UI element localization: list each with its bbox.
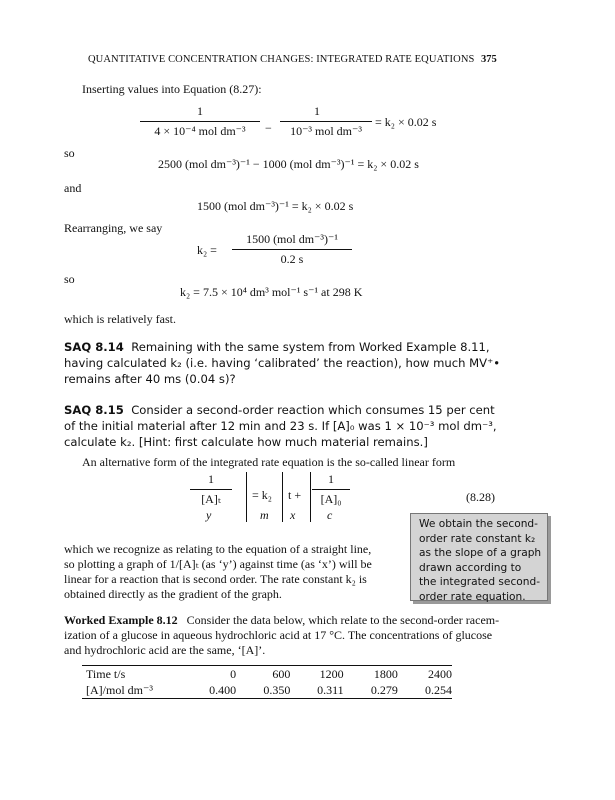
- eq828-t-plus: t +: [288, 488, 302, 502]
- worked-example-line2: ization of a glucose in aqueous hydrochloric acid at 17 °C. The concentrations of glucose: [64, 628, 493, 642]
- running-header: QUANTITATIVE CONCENTRATION CHANGES: INTEGRATED RATE EQUATIONS: [88, 54, 475, 65]
- worked-example-text1: Consider the data below, which relate to the second-order racem-: [186, 613, 500, 627]
- rearranging-text: Rearranging, we say: [64, 221, 163, 235]
- intro-text: Inserting values into Equation (8.27):: [82, 82, 262, 96]
- table-cell: 1800: [344, 666, 398, 683]
- equation-number: (8.28): [466, 490, 495, 504]
- saq-8-15-line3: calculate k₂. [Hint: first calculate how much material remains.]: [64, 435, 428, 449]
- eq1-rhs: = k₂ × 0.02 s: [375, 115, 437, 129]
- separator-line: [310, 472, 311, 522]
- label-y: y: [206, 508, 212, 522]
- table-cell: 0: [182, 666, 236, 683]
- fraction-bar: [140, 121, 260, 122]
- eq4-lhs: k₂ =: [197, 243, 217, 257]
- eq4-num: 1500 (mol dm⁻³)⁻¹: [246, 232, 338, 246]
- margin-note-line: order rate equation.: [419, 590, 526, 603]
- relatively-fast-text: which is relatively fast.: [64, 312, 176, 326]
- eq828-fraction-right: [312, 472, 350, 507]
- label-m: m: [260, 508, 269, 522]
- separator-line: [246, 472, 247, 522]
- data-table: [82, 665, 452, 699]
- eq1-minus: −: [265, 121, 272, 135]
- eq4-fraction: [232, 232, 352, 267]
- table-cell: 2400: [398, 666, 452, 683]
- table-cell: 0.254: [398, 682, 452, 699]
- fraction-bar: [312, 489, 350, 490]
- worked-example-line3: and hydrochloric acid are the same, ‘[A]’.: [64, 643, 266, 657]
- row-label: [A]/mol dm⁻³: [82, 682, 182, 699]
- eq828-den-left: [A]ₜ: [201, 492, 221, 506]
- separator-line: [282, 472, 283, 522]
- equation-5: k₂ = 7.5 × 10⁴ dm³ mol⁻¹ s⁻¹ at 298 K: [180, 285, 363, 299]
- fraction-bar: [232, 249, 352, 250]
- saq-8-14-text1: Remaining with the same system from Worked Example 8.11,: [131, 340, 490, 354]
- eq1-fraction-left: [140, 104, 260, 139]
- margin-note-line: order rate constant k₂: [419, 532, 536, 545]
- margin-note-line: drawn according to: [419, 561, 522, 574]
- eq1-den-left: 4 × 10⁻⁴ mol dm⁻³: [154, 124, 246, 138]
- table-cell: 0.350: [236, 682, 290, 699]
- eq4-den: 0.2 s: [280, 252, 304, 266]
- margin-note-line: the integrated second-: [419, 576, 541, 588]
- fraction-bar: [190, 489, 232, 490]
- eq828-fraction-left: [190, 472, 232, 507]
- paragraph-line: so plotting a graph of 1/[A]ₜ (as ‘y’) against time (as ‘x’) will be: [64, 557, 372, 571]
- eq1-den-right: 10⁻³ mol dm⁻³: [290, 124, 362, 138]
- table-cell: 0.279: [344, 682, 398, 699]
- fraction-bar: [280, 121, 372, 122]
- paragraph-line: obtained directly as the gradient of the graph.: [64, 587, 282, 601]
- table-cell: 0.400: [182, 682, 236, 699]
- margin-note-box: [410, 513, 548, 601]
- connector-so-2: so: [64, 272, 75, 286]
- paragraph-line: which we recognize as relating to the equation of a straight line,: [64, 542, 372, 556]
- table-row: [82, 682, 452, 699]
- equation-2: 2500 (mol dm⁻³)⁻¹ − 1000 (mol dm⁻³)⁻¹ = k₂ × 0.02 s: [158, 157, 419, 171]
- worked-example-label: Worked Example 8.12: [64, 613, 178, 627]
- connector-and: and: [64, 181, 82, 195]
- eq1-fraction-right: [262, 104, 372, 139]
- eq828-middle: = k₂: [252, 488, 272, 502]
- saq-8-15-line1: [64, 403, 495, 419]
- worked-example-line1: [64, 613, 499, 627]
- eq828-num-right: 1: [328, 472, 334, 486]
- label-c: c: [327, 508, 333, 522]
- saq-8-14-label: SAQ 8.14: [64, 340, 124, 354]
- equation-3: 1500 (mol dm⁻³)⁻¹ = k₂ × 0.02 s: [197, 199, 354, 213]
- eq1-num-left: 1: [197, 104, 203, 118]
- eq1-num-right: 1: [314, 104, 320, 118]
- saq-8-14-line1: [64, 340, 490, 356]
- connector-so: so: [64, 146, 75, 160]
- margin-note-line: We obtain the second-: [419, 518, 538, 530]
- saq-8-15-label: SAQ 8.15: [64, 403, 124, 417]
- page-number: 375: [481, 54, 497, 65]
- saq-8-15-line2: of the initial material after 12 min and 23 s. If [A]₀ was 1 × 10⁻³ mol dm⁻³,: [64, 419, 497, 433]
- saq-8-15-text1: Consider a second-order reaction which consumes 15 per cent: [131, 403, 495, 417]
- table-cell: 1200: [290, 666, 343, 683]
- row-label: Time t/s: [82, 666, 182, 683]
- eq828-den-right: [A]₀: [320, 492, 342, 506]
- table-cell: 0.311: [290, 682, 343, 699]
- paragraph-line: linear for a reaction that is second order. The rate constant k₂ is: [64, 572, 367, 586]
- label-x: x: [290, 508, 296, 522]
- margin-note-line: as the slope of a graph: [419, 547, 542, 559]
- eq828-num-left: 1: [208, 472, 214, 486]
- table-row: [82, 666, 452, 683]
- saq-8-14-line3: remains after 40 ms (0.04 s)?: [64, 372, 236, 386]
- alternative-form-text: An alternative form of the integrated rate equation is the so-called linear form: [82, 455, 456, 469]
- table-cell: 600: [236, 666, 290, 683]
- saq-8-14-line2: having calculated k₂ (i.e. having ‘calibrated’ the reaction), how much MV⁺•: [64, 356, 501, 370]
